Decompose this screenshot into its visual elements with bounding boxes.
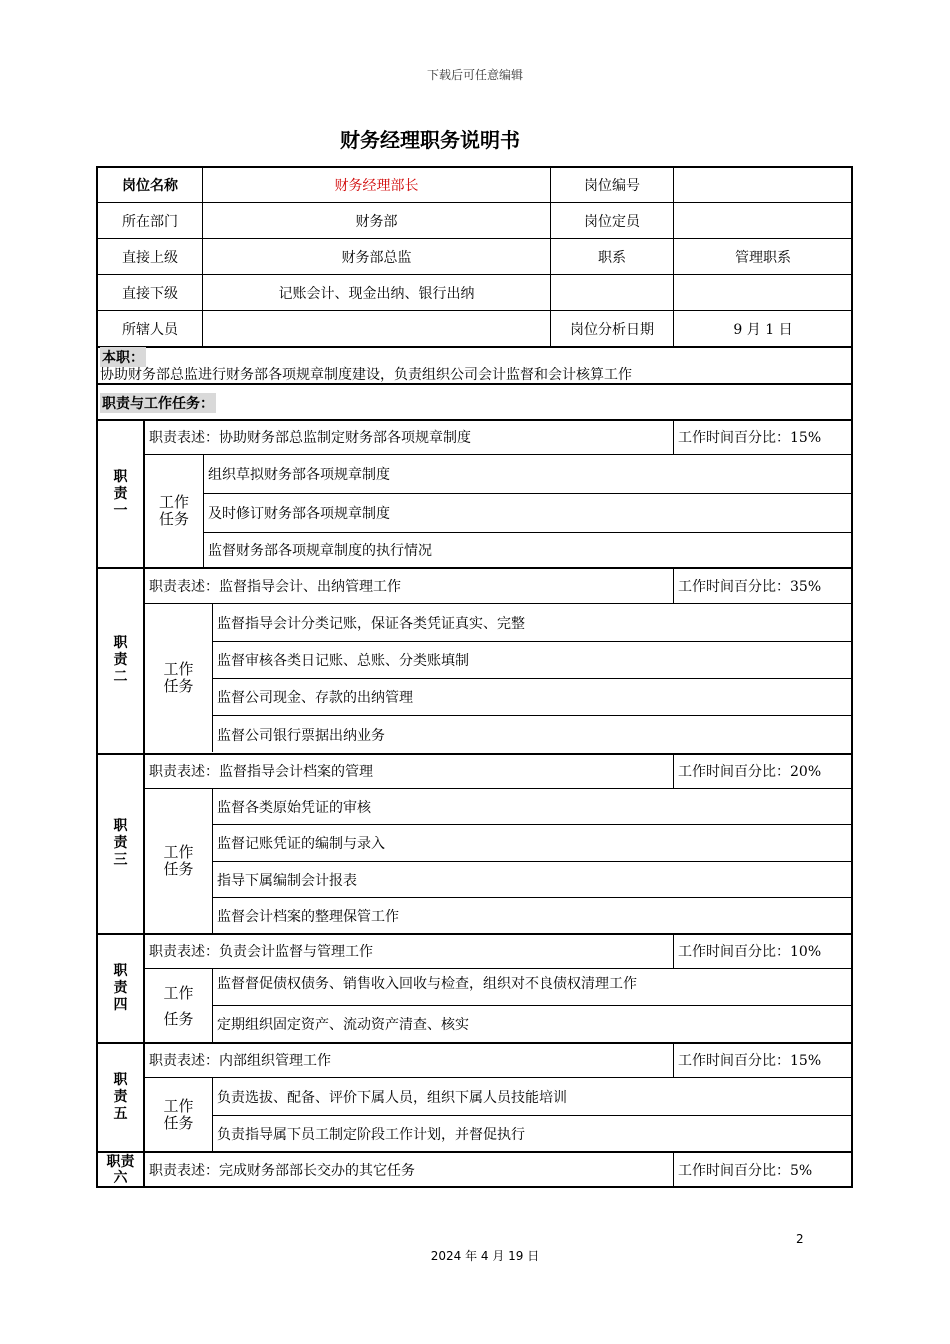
task-item: 监督督促债权债务、销售收入回收与检查，组织对不良债权清理工作 <box>217 976 637 992</box>
page-number: 2 <box>796 1232 804 1246</box>
value-department: 财务部 <box>355 214 398 230</box>
task-item: 组织草拟财务部各项规章制度 <box>208 467 390 483</box>
duty-name: 职 责 五 <box>113 1071 128 1122</box>
label-direct-subordinates: 直接下级 <box>122 286 178 302</box>
duty-name: 职 责 四 <box>113 962 128 1013</box>
value-direct-superior: 财务部总监 <box>341 250 412 266</box>
value-position-name: 财务经理部长 <box>334 178 419 194</box>
label-staff: 所辖人员 <box>122 322 178 338</box>
value-staff <box>203 311 550 347</box>
duty-description: 职责表述：协助财务部总监制定财务部各项规章制度 <box>149 430 471 446</box>
duty-name: 职 责 三 <box>113 818 128 868</box>
label-department: 所在部门 <box>122 214 178 230</box>
label-direct-superior: 直接上级 <box>122 250 178 266</box>
task-item: 监督会计档案的整理保管工作 <box>217 908 399 925</box>
task-label: 工作 任务 <box>158 493 189 528</box>
task-label: 工作 任务 <box>163 1096 194 1132</box>
task-item: 监督财务部各项规章制度的执行情况 <box>208 543 432 559</box>
task-item: 及时修订财务部各项规章制度 <box>208 506 390 522</box>
task-item: 监督公司银行票据出纳业务 <box>217 727 385 744</box>
duty-description: 职责表述：完成财务部部长交办的其它任务 <box>149 1162 415 1179</box>
task-item: 监督记账凭证的编制与录入 <box>217 836 385 852</box>
time-percentage: 工作时间百分比：15% <box>678 1053 822 1069</box>
task-label: 工作 任务 <box>163 983 194 1028</box>
time-percentage: 工作时间百分比：20% <box>678 764 822 780</box>
role-text: 协助财务部总监进行财务部各项规章制度建设，负责组织公司会计监督和会计核算工作 <box>100 367 632 383</box>
duty-name: 职 责 一 <box>113 468 128 519</box>
value-job-family: 管理职系 <box>735 250 791 266</box>
value-headcount <box>674 203 852 239</box>
duty-description: 职责表述：负责会计监督与管理工作 <box>149 944 373 960</box>
duty-description: 职责表述：监督指导会计档案的管理 <box>149 764 373 780</box>
label-analysis-date: 岗位分析日期 <box>570 322 654 338</box>
label-empty <box>551 275 673 311</box>
duty-description: 职责表述：内部组织管理工作 <box>149 1053 331 1069</box>
document-title: 财务经理职务说明书 <box>340 128 520 152</box>
time-percentage: 工作时间百分比：15% <box>678 430 822 446</box>
value-empty <box>674 275 852 311</box>
label-job-family: 职系 <box>598 250 626 266</box>
role-label: 本职： <box>98 348 146 366</box>
task-item: 指导下属编制会计报表 <box>217 872 357 889</box>
duties-label: 职责与工作任务： <box>98 393 216 413</box>
label-position-code: 岗位编号 <box>584 178 640 194</box>
value-position-code <box>674 167 852 203</box>
value-direct-subordinates: 记账会计、现金出纳、银行出纳 <box>278 286 475 302</box>
footer-date: 2024 年 4 月 19 日 <box>430 1249 540 1263</box>
task-item: 负责选拔、配备、评价下属人员，组织下属人员技能培训 <box>217 1089 567 1106</box>
task-item: 负责指导属下员工制定阶段工作计划，并督促执行 <box>217 1126 525 1143</box>
duty-name: 职 责 二 <box>113 635 128 685</box>
header-note: 下载后可任意编辑 <box>426 68 523 82</box>
label-headcount: 岗位定员 <box>584 214 640 230</box>
task-item: 监督指导会计分类记账，保证各类凭证真实、完整 <box>217 615 525 632</box>
time-percentage: 工作时间百分比：10% <box>678 944 822 960</box>
time-percentage: 工作时间百分比：35% <box>678 578 822 595</box>
value-analysis-date: 9 月 1 日 <box>733 322 793 338</box>
task-item: 监督各类原始凭证的审核 <box>217 799 371 816</box>
task-item: 监督审核各类日记账、总账、分类账填制 <box>217 653 469 669</box>
task-item: 监督公司现金、存款的出纳管理 <box>217 690 413 706</box>
task-item: 定期组织固定资产、流动资产清查、核实 <box>217 1017 469 1033</box>
duty-description: 职责表述：监督指导会计、出纳管理工作 <box>149 578 401 595</box>
time-percentage: 工作时间百分比：5% <box>678 1162 813 1179</box>
duty-name: 职责 六 <box>106 1153 135 1186</box>
task-label: 工作 任务 <box>163 660 194 695</box>
task-label: 工作 任务 <box>163 843 194 878</box>
label-position-name: 岗位名称 <box>122 178 178 194</box>
